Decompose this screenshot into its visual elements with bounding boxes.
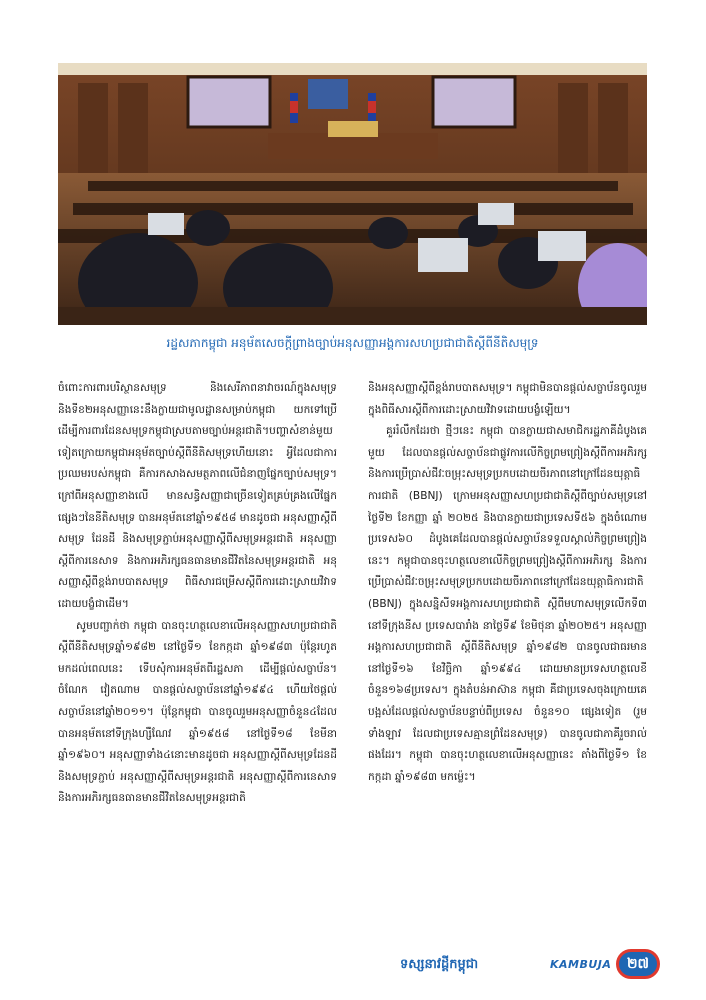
right-column	[368, 378, 647, 938]
left-paragraph-1: ចំពោះការពារបរិស្ថានសមុទ្រ និងសេរីភាពនាវាចរណ៍ក្នុងសមុទ្រនិងទីខ២អនុសញ្ញានេះនឹងក្លាយជាមូលដ្ឋានសម្រាប់កម្ពុជា យកទៅប្រើដើម្បីការពារដែនសមុទ្រកម្ពុជាស្របតាមច្បាប់អន្តរជាតិ។បញ្ហាសំខាន់មួយទៀតក្រោយកម្ពុជាអនុម័តច្បាប់ស្ដីពីនីតិសមុទ្រហើយនោះ អ្វីដែលជាការប្រឈមរបស់កម្ពុជា គឺការកសាងសមត្ថភាពលើជំនាញផ្នែកច្បាប់សមុទ្រ។ ក្រៅពីអនុសញ្ញាខាងលើ មានសន្ធិសញ្ញាជាច្រើនទៀតគ្រប់គ្រងលើផ្នែកផ្សេងៗនៃនីតិសមុទ្រ បានអនុម័តនៅឆ្នាំ១៩៥៨ មានដូចជា អនុសញ្ញាស្ដីពីសមុទ្រ ដែនដី និងសមុទ្រភ្ជាប់អនុសញ្ញាស្ដីពីសមុទ្រអន្តរជាតិ អនុសញ្ញាស្ដីពីការនេសាទ និងការអភិរក្សធនធានមានជីវិតនៃសមុទ្រអន្តរជាតិ អនុសញ្ញាស្ដីពីខ្ពង់រាបបាតសមុទ្រ ពិធីសារជម្រើសស្ដីពីការដោះស្រាយវិវាទដោយបង្ខំជាដើម។	[58, 382, 337, 610]
right-paragraph-1: និងអនុសញ្ញាស្ដីពីខ្ពង់រាបបាតសមុទ្រ។ កម្ពុជាមិនបានផ្ដល់សច្ចាប័នចូលរួមក្នុងពិធីសារស្ដីពីការដោះស្រាយវិវាទដោយបង្ខំឡើយ។	[368, 382, 647, 416]
parliament-photo	[58, 63, 647, 325]
right-paragraph-2: គួររំលឹកដែរថា ថ្មីៗនេះ កម្ពុជា បានក្លាយជាសមាជិករដ្ឋភាគីដំបូងគេមួយ ដែលបានផ្ដល់សច្ចាប័នជាផ្លូវការលើកិច្ចព្រមព្រៀងស្ដីពីការអភិរក្ស និងការប្រើប្រាស់ជីវៈចម្រុះសមុទ្រប្រកបដោយចីរភាពនៅក្រៅដែនយុត្តាធិការជាតិ (BBNJ) ក្រោមអនុសញ្ញាសហប្រជាជាតិស្ដីពីច្បាប់សមុទ្រនៅថ្ងៃទី២ ខែកញ្ញា ឆ្នាំ ២០២៥ និងបានក្លាយជាប្រទេសទី៥៦ ក្នុងចំណោមប្រទេស៦០ ដំបូងគេដែលបានផ្ដល់សច្ចាប័នទទួលស្គាល់កិច្ចព្រមព្រៀងនេះ។ កម្ពុជាបានចុះហត្ថលេខាលើកិច្ចព្រមព្រៀងស្ដីពីការអភិរក្ស និងការប្រើប្រាស់ជីវៈចម្រុះសមុទ្រប្រកបដោយចីរភាពនៅក្រៅដែនយុត្តាធិការជាតិ (BBNJ) ក្នុងសន្និសីទអង្គការសហប្រជាជាតិ ស្ដីពីមហាសមុទ្រលើកទី៣ នៅទីក្រុងនីស ប្រទេសបារាំង នាថ្ងៃទី៩ ខែមិថុនា ឆ្នាំ២០២៥។ អនុសញ្ញាអង្គការសហប្រជាជាតិ ស្ដីពីនីតិសមុទ្រ ឆ្នាំ១៩៨២ បានចូលជាធរមាន នៅថ្ងៃទី១៦ ខែវិច្ឆិកា ឆ្នាំ១៩៩៤ ដោយមានប្រទេសហត្ថលេខី ចំនួន១៦៨ប្រទេស។ ក្នុងតំបន់អាស៊ាន កម្ពុជា គឺជាប្រទេសចុងក្រោយគេបង្អស់ដែលផ្ដល់សច្ចាប័នបន្ទាប់ពីប្រទេស ចំនួន១០ ផ្សេងទៀត (រួមទាំងឡាវ ដែលជាប្រទេសគ្មានព្រំដែនសមុទ្រ) បានចូលជាភាគីរួចរាល់ផងដែរ។ កម្ពុជា បានចុះហត្ថលេខាលើអនុសញ្ញានេះ តាំងពីថ្ងៃទី១ ខែកក្កដា ឆ្នាំ១៩៨៣ មកម្ល៉េះ។	[368, 425, 647, 783]
left-paragraph-2: សូមបញ្ជាក់ថា កម្ពុជា បានចុះហត្ថលេខាលើអនុសញ្ញាសហប្រជាជាតិ ស្ដីពីនីតិសមុទ្រឆ្នាំ១៩៨២ នៅថ្ងៃទី១ ខែកក្កដា ឆ្នាំ១៩៨៣ ប៉ុន្តែរហូតមកដល់ពេលនេះ ទើបសុំការអនុម័តពីរដ្ឋសភា ដើម្បីផ្ដល់សច្ចាប័ន។ ចំណែក វៀតណាម បានផ្ដល់សច្ចាប័ននៅឆ្នាំ១៩៩៤ ហើយថៃផ្ដល់សច្ចាប័ននៅឆ្នាំ២០១១។ ប៉ុន្តែកម្ពុជា បានចូលរួមអនុសញ្ញាចំនួន៤ដែលបានអនុម័តនៅទីក្រុងហ្សឺណែវ ឆ្នាំ១៩៥៨ នៅថ្ងៃទី១៨ ខែមីនា ឆ្នាំ១៩៦០។ អនុសញ្ញាទាំង៤នោះមានដូចជា អនុសញ្ញាស្ដីពីសមុទ្រដែនដី និងសមុទ្រភ្ជាប់ អនុសញ្ញាស្ដីពីសមុទ្រអន្តរជាតិ អនុសញ្ញាស្ដីពីការនេសាទ និងការអភិរក្សធនធានមានជីវិតនៃសមុទ្រអន្តរជាតិ	[58, 619, 337, 805]
photo-caption: រដ្ឋសភាកម្ពុជា អនុម័តសេចក្ដីព្រាងច្បាប់អនុសញ្ញាអង្គការសហប្រជាជាតិស្ដីពីនីតិសមុទ្រ	[166, 336, 539, 350]
magazine-brand: KAMBUJA	[550, 958, 612, 971]
page-number: ២៧	[616, 949, 660, 979]
page-footer	[400, 945, 690, 985]
magazine-title: ទស្សនាវដ្ដីកម្ពុជា	[400, 957, 479, 972]
left-column	[58, 378, 337, 938]
